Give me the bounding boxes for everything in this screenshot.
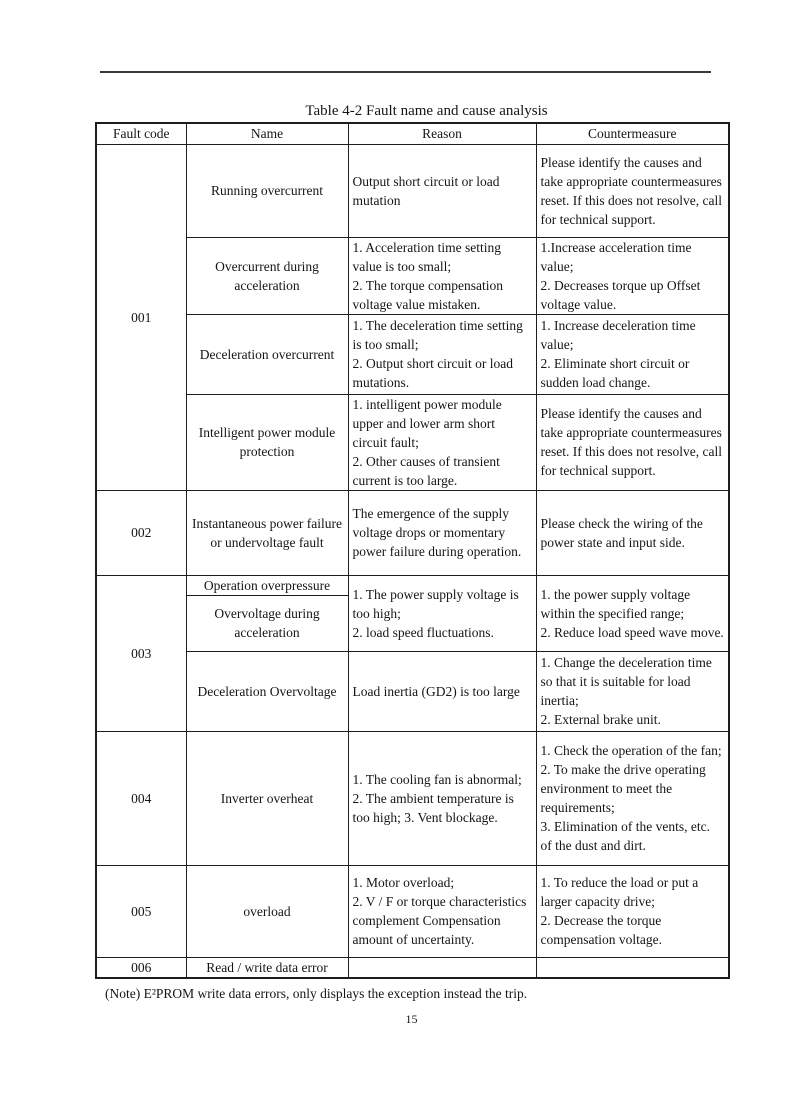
fault-countermeasure-cell [536, 957, 729, 978]
fault-name-cell: overload [186, 865, 348, 957]
fault-reason-cell: 1. Acceleration time setting value is too small; 2. The torque compensation voltage value mistaken. [348, 237, 536, 314]
table-row [96, 575, 729, 595]
header-rule [100, 71, 711, 73]
fault-table [95, 122, 730, 979]
fault-countermeasure-cell: Please identify the causes and take appropriate countermeasures reset. If this does not resolve, call for technical support. [536, 144, 729, 237]
fault-reason-cell [348, 957, 536, 978]
column-header-name: Name [186, 123, 348, 144]
fault-code-cell-001: 001 [96, 144, 186, 490]
table-row [96, 957, 729, 978]
fault-reason-cell: 1. Motor overload; 2. V / F or torque characteristics complement Compensation amount of uncertainty. [348, 865, 536, 957]
fault-reason-cell: Output short circuit or load mutation [348, 144, 536, 237]
table-note: (Note) E²PROM write data errors, only displays the exception instead the trip. [105, 985, 528, 1001]
fault-code-cell-006: 006 [96, 957, 186, 978]
fault-reason-cell: 1. intelligent power module upper and lower arm short circuit fault; 2. Other causes of transient current is too large. [348, 394, 536, 490]
fault-countermeasure-cell: 1. the power supply voltage within the specified range; 2. Reduce load speed wave move. [536, 575, 729, 651]
fault-countermeasure-cell: 1. Increase deceleration time value; 2. Eliminate short circuit or sudden load change. [536, 314, 729, 394]
fault-name-cell: Overvoltage during acceleration [186, 595, 348, 651]
fault-countermeasure-cell: 1.Increase acceleration time value; 2. Decreases torque up Offset voltage value. [536, 237, 729, 314]
page-content [95, 100, 728, 1003]
fault-name-cell: Inverter overheat [186, 731, 348, 865]
table-row [96, 394, 729, 490]
fault-reason-cell: 1. The power supply voltage is too high; 2. load speed fluctuations. [348, 575, 536, 651]
page-number: 15 [405, 1012, 418, 1026]
fault-name-cell: Read / write data error [186, 957, 348, 978]
fault-countermeasure-cell: 1. Check the operation of the fan; 2. To make the drive operating environment to meet the requirements; 3. Elimination of the vents, etc. of the dust and dirt. [536, 731, 729, 865]
fault-reason-cell: 1. The cooling fan is abnormal; 2. The ambient temperature is too high; 3. Vent blockage. [348, 731, 536, 865]
table-row [96, 314, 729, 394]
fault-code-cell-003: 003 [96, 575, 186, 731]
fault-name-cell: Deceleration Overvoltage [186, 651, 348, 731]
fault-code-cell-002: 002 [96, 490, 186, 575]
fault-countermeasure-cell: 1. Change the deceleration time so that it is suitable for load inertia; 2. External brake unit. [536, 651, 729, 731]
column-header-reason: Reason [348, 123, 536, 144]
table-row [96, 651, 729, 731]
table-row [96, 731, 729, 865]
fault-name-cell: Running overcurrent [186, 144, 348, 237]
column-header-countermeasure: Countermeasure [536, 123, 729, 144]
fault-name-cell: Overcurrent during acceleration [186, 237, 348, 314]
table-row [96, 237, 729, 314]
fault-countermeasure-cell: 1. To reduce the load or put a larger capacity drive; 2. Decrease the torque compensation voltage. [536, 865, 729, 957]
column-header-fault-code: Fault code [96, 123, 186, 144]
table-row [96, 144, 729, 237]
fault-countermeasure-cell: Please check the wiring of the power state and input side. [536, 490, 729, 575]
fault-countermeasure-cell: Please identify the causes and take appropriate countermeasures reset. If this does not resolve, call for technical support. [536, 394, 729, 490]
table-row [96, 865, 729, 957]
fault-reason-cell: The emergence of the supply voltage drops or momentary power failure during operation. [348, 490, 536, 575]
fault-reason-cell: Load inertia (GD2) is too large [348, 651, 536, 731]
fault-name-cell: Instantaneous power failure or undervoltage fault [186, 490, 348, 575]
fault-name-cell: Operation overpressure [186, 575, 348, 595]
fault-code-cell-004: 004 [96, 731, 186, 865]
table-row [96, 490, 729, 575]
fault-name-cell: Deceleration overcurrent [186, 314, 348, 394]
fault-code-cell-005: 005 [96, 865, 186, 957]
fault-reason-cell: 1. The deceleration time setting is too small; 2. Output short circuit or load mutations. [348, 314, 536, 394]
fault-name-cell: Intelligent power module protection [186, 394, 348, 490]
table-header-row [96, 123, 729, 144]
table-title: Table 4-2 Fault name and cause analysis [305, 103, 548, 119]
